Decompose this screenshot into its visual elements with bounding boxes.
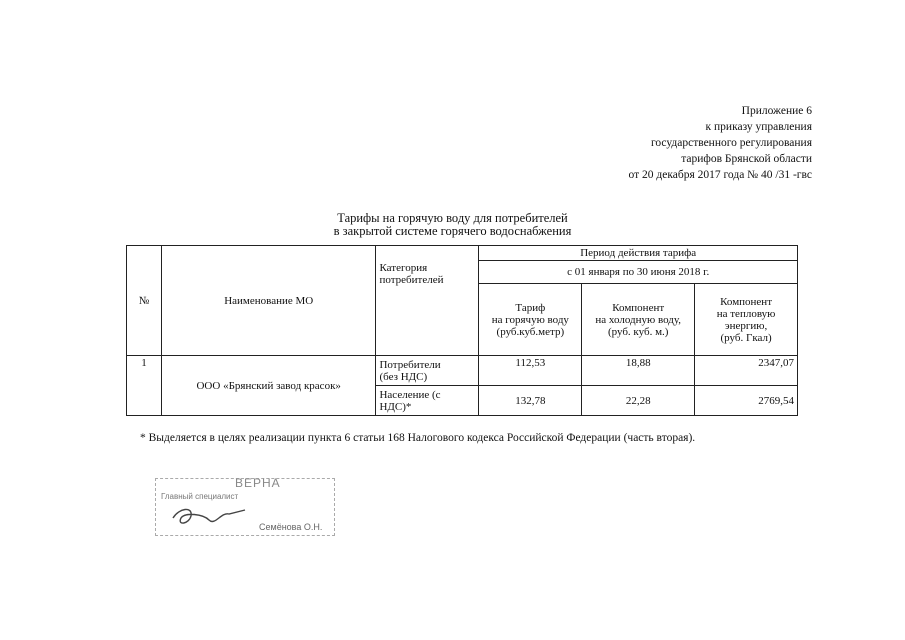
row-category	[376, 386, 479, 416]
header-mo-name: Наименование МО	[161, 246, 376, 356]
table-row	[127, 356, 798, 386]
row-category-line: (без НДС)	[379, 370, 428, 383]
header-cold-line: на холодную воду,	[595, 313, 682, 326]
title-line-1: Тарифы на горячую воду для потребителей	[337, 211, 568, 225]
header-period-dates: с 01 января по 30 июня 2018 г.	[479, 261, 798, 284]
header-period: Период действия тарифа	[479, 246, 798, 261]
header-line: Приложение 6	[741, 105, 812, 117]
row-category-line: Потребители	[379, 358, 441, 371]
row-heat: 2769,54	[695, 386, 798, 416]
row-category-line: Население (с	[379, 388, 441, 401]
header-heat-line: (руб. Гкал)	[720, 331, 772, 344]
row-tariff: 132,78	[479, 386, 582, 416]
stamp-role: Главный специалист	[161, 492, 239, 501]
row-cold: 22,28	[582, 386, 695, 416]
header-tariff-line: (руб.куб.метр)	[496, 325, 565, 338]
title-line-2: в закрытой системе горячего водоснабжения	[333, 223, 572, 238]
header-heat-line: энергию,	[724, 319, 768, 332]
header-tariff-line: на горячую воду	[491, 313, 569, 326]
row-cold: 18,88	[582, 356, 695, 386]
row-category	[376, 356, 479, 386]
certification-stamp	[155, 478, 335, 536]
header-line: от 20 декабря 2017 года № 40 /31 -гвс	[628, 169, 812, 181]
footnote: * Выделяется в целях реализации пункта 6 статьи 168 Налогового кодекса Российской Федерации (часть вторая).	[140, 432, 696, 444]
row-heat: 2347,07	[695, 356, 798, 386]
header-cold-line: (руб. куб. м.)	[607, 325, 669, 338]
header-line: государственного регулирования	[650, 137, 812, 149]
header-tariff-line: Тариф	[515, 301, 546, 314]
header-heat-component	[695, 284, 798, 356]
row-number: 1	[127, 356, 162, 416]
header-cold-line: Компонент	[612, 301, 665, 314]
header-heat-line: Компонент	[720, 295, 772, 308]
header-line: к приказу управления	[705, 121, 812, 133]
header-cold-component	[582, 284, 695, 356]
document-header	[629, 103, 812, 183]
row-category-line: НДС)*	[379, 400, 412, 413]
header-tariff	[479, 284, 582, 356]
stamp-title: ВЕРНА	[235, 476, 281, 490]
row-mo-name: ООО «Брянский завод красок»	[161, 356, 376, 416]
tariff-table	[126, 245, 798, 416]
document-title	[0, 212, 905, 237]
stamp-name: Семёнова О.Н.	[259, 522, 323, 532]
header-number: №	[127, 246, 162, 356]
header-line: тарифов Брянской области	[681, 153, 812, 165]
header-category: Категория потребителей	[376, 246, 479, 356]
header-heat-line: на тепловую	[716, 307, 776, 320]
signature-icon	[169, 502, 249, 532]
row-tariff: 112,53	[479, 356, 582, 386]
